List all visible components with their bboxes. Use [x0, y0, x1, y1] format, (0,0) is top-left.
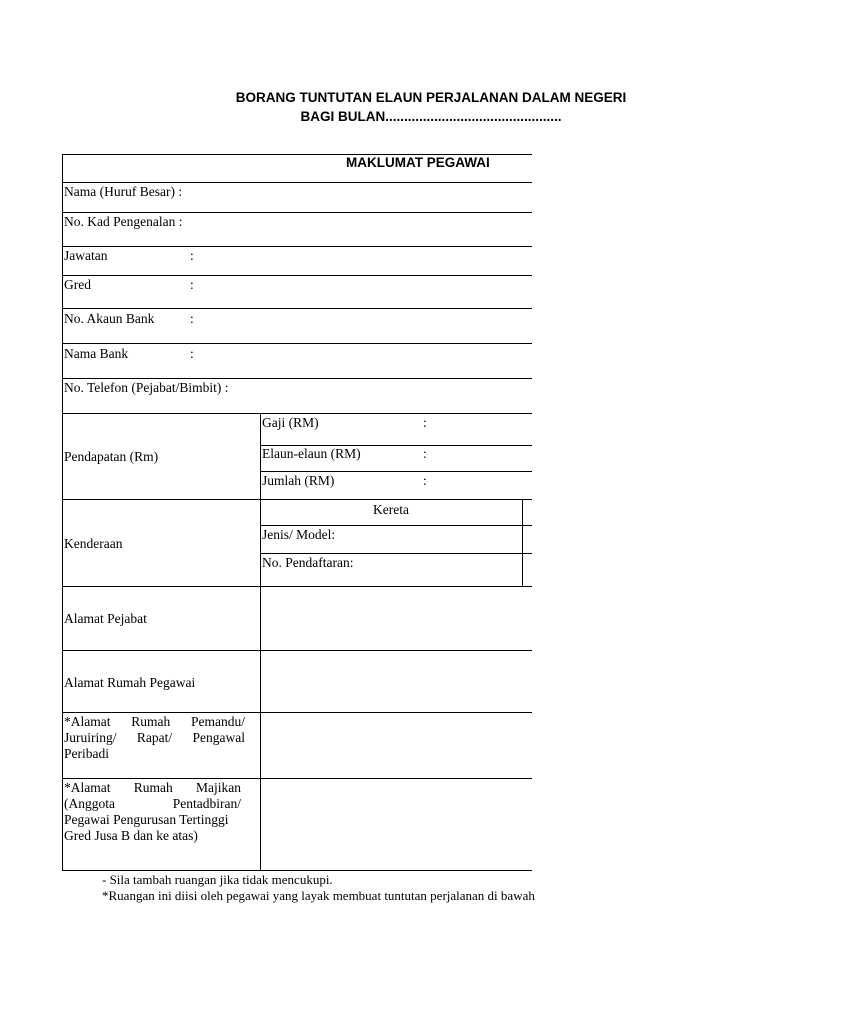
alamat-rumah-pegawai-label: Alamat Rumah Pegawai — [64, 675, 196, 690]
table-bottom-border — [62, 870, 532, 871]
alamat-majikan-label — [64, 780, 241, 844]
note-ruangan-diisi: *Ruangan ini diisi oleh pegawai yang layak membuat tuntutan perjalanan di bawah — [102, 888, 535, 903]
alamat-majikan-line: Gred Jusa B dan ke atas) — [64, 828, 198, 843]
alamat-majikan-line: *Alamat Rumah Majikan — [64, 780, 241, 795]
field-colon: : — [423, 446, 427, 461]
alamat-pemandu-line: Peribadi — [64, 746, 109, 761]
row-divider — [62, 246, 532, 247]
jumlah-label: Jumlah (RM) — [262, 473, 335, 488]
column-divider — [260, 413, 261, 871]
row-divider — [62, 378, 532, 379]
alamat-pejabat-label: Alamat Pejabat — [64, 611, 147, 626]
form-title: BORANG TUNTUTAN ELAUN PERJALANAN DALAM NEGERI — [235, 90, 627, 105]
row-divider — [62, 212, 532, 213]
alamat-pemandu-line: Juruiring/ Rapat/ Pengawal — [64, 730, 245, 745]
kenderaan-label: Kenderaan — [64, 536, 123, 551]
field-label-akaun-bank: No. Akaun Bank — [64, 311, 155, 326]
row-divider — [62, 308, 532, 309]
row-divider — [260, 525, 532, 526]
table-left-border — [62, 154, 63, 871]
alamat-majikan-line: (Anggota Pentadbiran/ — [64, 796, 241, 811]
pendapatan-label: Pendapatan (Rm) — [64, 449, 159, 464]
row-divider — [260, 471, 532, 472]
elaun-label: Elaun-elaun (RM) — [262, 446, 361, 461]
alamat-majikan-line: Pegawai Pengurusan Tertinggi — [64, 812, 229, 827]
field-label-telefon: No. Telefon (Pejabat/Bimbit) : — [64, 380, 229, 395]
field-colon: : — [423, 415, 427, 430]
jenis-model-label: Jenis/ Model: — [262, 527, 336, 542]
gaji-label: Gaji (RM) — [262, 415, 319, 430]
row-divider — [62, 778, 532, 779]
row-divider — [62, 182, 532, 183]
kenderaan-right-border — [522, 499, 523, 587]
form-month-line: BAGI BULAN............................................... — [300, 109, 562, 124]
field-colon: : — [190, 277, 194, 292]
row-divider — [62, 413, 532, 414]
row-divider — [62, 586, 532, 587]
row-divider — [62, 712, 532, 713]
field-label-kad-pengenalan: No. Kad Pengenalan : — [64, 214, 183, 229]
field-label-jawatan: Jawatan — [64, 248, 108, 263]
field-label-nama: Nama (Huruf Besar) : — [64, 184, 183, 199]
field-colon: : — [190, 311, 194, 326]
alamat-pemandu-line: *Alamat Rumah Pemandu/ — [64, 714, 245, 729]
no-pendaftaran-label: No. Pendaftaran: — [262, 555, 354, 570]
field-colon: : — [423, 473, 427, 488]
section-heading: MAKLUMAT PEGAWAI — [346, 155, 490, 170]
row-divider — [260, 553, 532, 554]
alamat-pemandu-label — [64, 714, 245, 762]
row-divider — [62, 499, 532, 500]
field-label-gred: Gred — [64, 277, 91, 292]
row-divider — [62, 343, 532, 344]
field-label-nama-bank: Nama Bank — [64, 346, 129, 361]
field-colon: : — [190, 346, 194, 361]
field-colon: : — [190, 248, 194, 263]
row-divider — [62, 650, 532, 651]
kereta-label: Kereta — [373, 502, 409, 517]
note-tambah-ruangan: - Sila tambah ruangan jika tidak mencukupi. — [102, 872, 333, 887]
row-divider — [62, 275, 532, 276]
